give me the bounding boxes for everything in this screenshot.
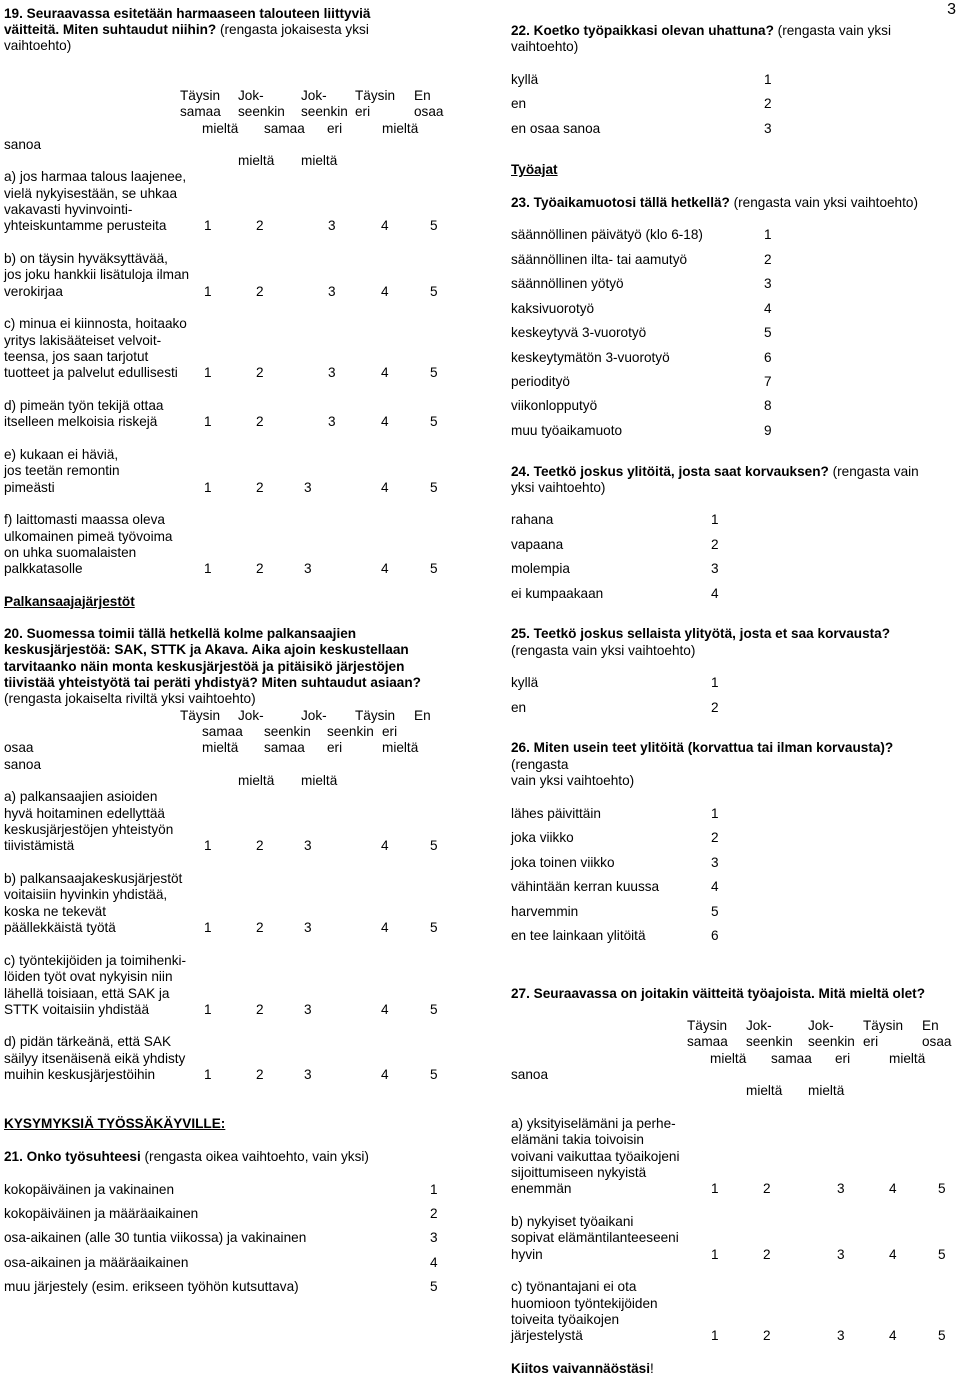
statement-text: b) palkansaajakeskusjärjestöt [4,871,183,886]
option-label: osa-aikainen ja määräaikainen [4,1255,189,1270]
q26-title: 26. Miten usein teet ylitöitä (korvattua tai ilman korvausta)? [511,740,894,755]
header-label: seenkin [746,1034,793,1049]
q25-instruction: (rengasta vain yksi vaihtoehto) [511,643,696,658]
statement-text: voivani vaikuttaa työaikojeni [511,1149,680,1164]
scale-option-3[interactable]: 3 [328,414,336,429]
option-code[interactable]: 2 [764,96,772,111]
option-label: viikonlopputyö [511,398,598,413]
scale-option-4[interactable]: 4 [381,218,389,233]
header-label: seenkin [264,724,311,739]
scale-option-5[interactable]: 5 [938,1328,946,1343]
statement-text: STTK voitaisiin yhdistää [4,1002,150,1017]
header-label: samaa [771,1051,812,1066]
q19-instruction-cont: vaihtoehto) [4,38,72,53]
option-label: säännöllinen päivätyö (klo 6-18) [511,227,703,242]
statement-text: sopivat elämäntilanteeseeni [511,1230,679,1245]
header-label: seenkin [808,1034,855,1049]
header-label: sanoa [4,757,42,772]
scale-option-2[interactable]: 2 [256,414,264,429]
q22-instruction: (rengasta vain yksi [773,23,891,38]
header-label: sanoa [4,137,42,152]
header-label: Jok- [238,88,264,103]
option-label: muu työaikamuoto [511,423,623,438]
header-label: samaa [264,740,305,755]
q22-title-bold: 22. Koetko työpaikkasi olevan uhattuna? [511,23,774,38]
option-label: en osaa sanoa [511,121,601,136]
header-label: Täysin [180,88,221,103]
header-label: Täysin [180,708,221,723]
q26-instruction: (rengasta [511,757,569,772]
header-label: seenkin [301,104,348,119]
q21-title-bold: 21. Onko työsuhteesi [4,1149,141,1164]
scale-option-2[interactable]: 2 [763,1328,771,1343]
option-code[interactable]: 1 [764,227,772,242]
statement-text: tiivistämistä [4,838,75,853]
scale-option-1[interactable]: 1 [711,1328,719,1343]
scale-option-5[interactable]: 5 [430,838,438,853]
option-label: lähes päivittäin [511,806,601,821]
scale-option-3[interactable]: 3 [328,218,336,233]
option-code[interactable]: 2 [711,537,719,552]
q19-title-bold: väitteitä. Miten suhtaudut niihin? [4,22,217,37]
scale-option-1[interactable]: 1 [204,218,212,233]
option-label: osa-aikainen (alle 30 tuntia viikossa) ja vakinainen [4,1230,307,1245]
option-label: muu järjestely (esim. erikseen työhön kutsuttava) [4,1279,299,1294]
option-code[interactable]: 2 [711,700,719,715]
statement-text: ulkomainen pimeä työvoima [4,529,173,544]
option-code[interactable]: 4 [711,879,719,894]
option-code[interactable]: 1 [711,512,719,527]
closing-text: Kiitos vaivannäöstäsi [511,1361,651,1376]
statement-text: enemmän [511,1181,572,1196]
option-label: keskeytymätön 3-vuorotyö [511,350,670,365]
q20-title-line: 20. Suomessa toimii tällä hetkellä kolme palkansaajien [4,626,357,641]
scale-option-5[interactable]: 5 [938,1181,946,1196]
scale-option-5[interactable]: 5 [430,920,438,935]
scale-option-5[interactable]: 5 [938,1247,946,1262]
option-label: kaksivuorotyö [511,301,595,316]
header-label: mieltä [382,740,419,755]
scale-option-4[interactable]: 4 [381,365,389,380]
header-label: Täysin [355,88,396,103]
option-label: molempia [511,561,570,576]
q23-title-bold: 23. Työaikamuotosi tällä hetkellä? [511,195,730,210]
option-code[interactable]: 6 [711,928,719,943]
option-label: joka toinen viikko [511,855,615,870]
scale-option-3[interactable]: 3 [304,480,312,495]
scale-option-5[interactable]: 5 [430,480,438,495]
statement-text: palkkatasolle [4,561,83,576]
statement-text: päällekkäistä työtä [4,920,116,935]
scale-option-4[interactable]: 4 [381,838,389,853]
scale-option-1[interactable]: 1 [204,920,212,935]
statement-text: löiden työt ovat nykyisin niin [4,969,173,984]
scale-option-3[interactable]: 3 [328,284,336,299]
scale-option-3[interactable]: 3 [837,1247,845,1262]
scale-option-3[interactable]: 3 [304,1002,312,1017]
option-label: kokopäiväinen ja määräaikainen [4,1206,199,1221]
header-label: mieltä [301,773,338,788]
scale-option-5[interactable]: 5 [430,1067,438,1082]
option-code[interactable]: 3 [711,561,719,576]
scale-option-3[interactable]: 3 [304,838,312,853]
option-label: harvemmin [511,904,579,919]
option-label: periodityö [511,374,570,389]
scale-option-4[interactable]: 4 [381,414,389,429]
option-code[interactable]: 3 [711,855,719,870]
header-label: seenkin [327,724,374,739]
statement-text: yritys lakisääteiset velvoit- [4,333,162,348]
scale-option-2[interactable]: 2 [256,1067,264,1082]
header-label: Jok- [238,708,264,723]
option-label: säännöllinen yötyö [511,276,624,291]
scale-option-1[interactable]: 1 [204,561,212,576]
statement-text: c) minua ei kiinnosta, hoitaako [4,316,187,331]
scale-option-5[interactable]: 5 [430,365,438,380]
statement-text: a) jos harmaa talous laajenee, [4,169,187,184]
scale-option-3[interactable]: 3 [837,1328,845,1343]
page-number: 3 [947,1,956,18]
option-label: en tee lainkaan ylitöitä [511,928,646,943]
section-heading-workers: KYSYMYKSIÄ TYÖSSÄKÄYVILLE: [4,1116,226,1131]
scale-option-1[interactable]: 1 [204,284,212,299]
scale-option-2[interactable]: 2 [256,218,264,233]
statement-text: f) laittomasti maassa oleva [4,512,165,527]
scale-option-1[interactable]: 1 [204,365,212,380]
statement-text: tuotteet ja palvelut edullisesti [4,365,178,380]
header-label: En [922,1018,939,1033]
header-label: En [414,708,431,723]
header-label: mieltä [238,773,275,788]
scale-option-3[interactable]: 3 [304,561,312,576]
q25-title: 25. Teetkö joskus sellaista ylityötä, josta et saa korvausta? [511,626,891,641]
closing-mark: ! [650,1361,654,1376]
statement-text: e) kukaan ei häviä, [4,447,119,462]
option-code[interactable]: 3 [430,1230,438,1245]
header-label: eri [835,1051,851,1066]
header-label: eri [327,740,343,755]
statement-text: teensa, jos saan tarjotut [4,349,149,364]
option-code[interactable]: 3 [764,121,772,136]
option-code[interactable]: 2 [430,1206,438,1221]
scale-option-3[interactable]: 3 [304,1067,312,1082]
statement-text: b) nykyiset työaikani [511,1214,634,1229]
option-code[interactable]: 1 [711,806,719,821]
scale-option-3[interactable]: 3 [304,920,312,935]
option-label: en [511,96,527,111]
header-label: eri [355,104,371,119]
header-label: mieltä [202,740,239,755]
scale-option-2[interactable]: 2 [256,365,264,380]
header-label: eri [382,724,398,739]
option-code[interactable]: 1 [764,72,772,87]
option-code[interactable]: 4 [764,301,772,316]
q19-instruction: (rengasta jokaisesta yksi [216,22,369,37]
scale-option-1[interactable]: 1 [204,838,212,853]
header-label: Täysin [355,708,396,723]
scale-option-2[interactable]: 2 [256,1002,264,1017]
section-heading-worktime: Työajat [511,162,558,177]
option-code[interactable]: 3 [764,276,772,291]
header-label: Jok- [746,1018,772,1033]
header-label: eri [863,1034,879,1049]
scale-option-4[interactable]: 4 [889,1328,897,1343]
header-label: En [414,88,431,103]
statement-text: toiveita työaikojen [511,1312,620,1327]
header-label: mieltä [746,1083,783,1098]
scale-option-4[interactable]: 4 [381,920,389,935]
header-label: mieltä [889,1051,926,1066]
statement-text: säilyy itsenäisenä eikä yhdisty [4,1051,186,1066]
scale-option-2[interactable]: 2 [256,920,264,935]
statement-text: a) palkansaajien asioiden [4,789,158,804]
option-label: rahana [511,512,554,527]
statement-text: on uhka suomalaisten [4,545,137,560]
scale-option-5[interactable]: 5 [430,561,438,576]
q24-instruction: (rengasta vain [828,464,919,479]
statement-text: a) yksityiselämäni ja perhe- [511,1116,676,1131]
statement-text: vielä nykyisestään, se uhkaa [4,186,178,201]
option-label: vapaana [511,537,564,552]
q24-title [511,464,919,480]
option-code[interactable]: 5 [764,325,772,340]
option-label: kokopäiväinen ja vakinainen [4,1182,175,1197]
statement-text: keskusjärjestöjen yhteistyön [4,822,174,837]
statement-text: d) pimeän työn tekijä ottaa [4,398,164,413]
header-label: osaa [922,1034,952,1049]
scale-option-5[interactable]: 5 [430,218,438,233]
scale-option-2[interactable]: 2 [256,561,264,576]
scale-option-3[interactable]: 3 [837,1181,845,1196]
header-label: mieltä [301,153,338,168]
header-label: samaa [180,104,221,119]
option-code[interactable]: 4 [430,1255,438,1270]
closing-thanks [511,1361,654,1377]
option-code[interactable]: 4 [711,586,719,601]
q26-instruction-cont: vain yksi vaihtoehto) [511,773,635,788]
header-label: Jok- [301,88,327,103]
statement-text: itselleen melkoisia riskejä [4,414,158,429]
statement-text: elämäni takia toivoisin [511,1132,644,1147]
scale-option-4[interactable]: 4 [381,1002,389,1017]
option-code[interactable]: 2 [764,252,772,267]
scale-option-1[interactable]: 1 [204,480,212,495]
statement-text: muihin keskusjärjestöihin [4,1067,156,1082]
option-label: ei kumpaakaan [511,586,604,601]
q20-instruction: (rengasta jokaiselta riviltä yksi vaihtoehto) [4,691,256,706]
statement-text: c) työnantajani ei ota [511,1279,637,1294]
header-label: samaa [202,724,243,739]
option-code[interactable]: 9 [764,423,772,438]
header-label: Jok- [808,1018,834,1033]
scale-option-4[interactable]: 4 [889,1181,897,1196]
q24-title-bold: 24. Teetkö joskus ylitöitä, josta saat korvauksen? [511,464,829,479]
option-code[interactable]: 5 [711,904,719,919]
q20-title-line: tarvitaanko näin monta keskusjärjestöä ja pitäisikö järjestöjen [4,659,405,674]
statement-text: sijoittumiseen nykyistä [511,1165,647,1180]
option-code[interactable]: 1 [711,675,719,690]
statement-text: c) työntekijöiden ja toimihenki- [4,953,187,968]
statement-text: järjestelystä [511,1328,583,1343]
header-label: mieltä [808,1083,845,1098]
option-code[interactable]: 7 [764,374,772,389]
header-label: eri [327,121,343,136]
scale-option-2[interactable]: 2 [256,480,264,495]
header-label: osaa [414,104,444,119]
statement-text: vakavasti hyvinvointi- [4,202,133,217]
header-label: sanoa [511,1067,549,1082]
scale-option-2[interactable]: 2 [763,1247,771,1262]
option-label: en [511,700,527,715]
q20-title-line: tiivistää yhteistyötä tai peräti yhdistyä? Miten suhtaudut asiaan? [4,675,421,690]
option-label: kyllä [511,72,539,87]
header-label: seenkin [238,104,285,119]
statement-text: jos joku hankkii lisätuloja ilman [4,267,190,282]
scale-option-3[interactable]: 3 [328,365,336,380]
option-label: säännöllinen ilta- tai aamutyö [511,252,688,267]
statement-text: huomioon työntekijöiden [511,1296,658,1311]
option-label: kyllä [511,675,539,690]
option-label: joka viikko [511,830,574,845]
q19-title-line-1: 19. Seuraavassa esitetään harmaaseen talouteen liittyviä [4,6,371,21]
header-label: mieltä [710,1051,747,1066]
statement-text: yhteiskuntamme perusteita [4,218,167,233]
scale-option-1[interactable]: 1 [204,1002,212,1017]
q21-instruction: (rengasta oikea vaihtoehto, vain yksi) [140,1149,369,1164]
header-label: mieltä [238,153,275,168]
statement-text: verokirjaa [4,284,63,299]
scale-option-4[interactable]: 4 [381,480,389,495]
option-code[interactable]: 6 [764,350,772,365]
scale-option-5[interactable]: 5 [430,1002,438,1017]
option-code[interactable]: 8 [764,398,772,413]
option-label: vähintään kerran kuussa [511,879,660,894]
header-label: samaa [264,121,305,136]
statement-text: koska ne tekevät [4,904,107,919]
option-code[interactable]: 1 [430,1182,438,1197]
scale-option-4[interactable]: 4 [381,1067,389,1082]
scale-option-2[interactable]: 2 [763,1181,771,1196]
header-label: Jok- [301,708,327,723]
header-label: osaa [4,740,34,755]
header-label: Täysin [863,1018,904,1033]
q24-instruction-cont: yksi vaihtoehto) [511,480,606,495]
q23-instruction: (rengasta vain yksi vaihtoehto) [729,195,918,210]
option-code[interactable]: 5 [430,1279,438,1294]
scale-option-5[interactable]: 5 [430,414,438,429]
statement-text: jos teetän remontin [4,463,120,478]
header-label: mieltä [202,121,239,136]
q22-instruction-cont: vaihtoehto) [511,39,579,54]
statement-text: voitaisiin hyvinkin yhdistää, [4,887,168,902]
scale-option-2[interactable]: 2 [256,838,264,853]
q21-title [4,1149,369,1165]
statement-text: pimeästi [4,480,55,495]
scale-option-1[interactable]: 1 [204,414,212,429]
option-label: keskeytyvä 3-vuorotyö [511,325,647,340]
q22-title [511,23,891,39]
statement-text: d) pidän tärkeänä, että SAK [4,1034,172,1049]
statement-text: b) on täysin hyväksyttävää, [4,251,168,266]
scale-option-4[interactable]: 4 [889,1247,897,1262]
q19-title-line-2 [4,22,369,38]
scale-option-1[interactable]: 1 [711,1247,719,1262]
scale-option-4[interactable]: 4 [381,561,389,576]
header-label: Täysin [687,1018,728,1033]
statement-text: hyvä hoitaminen edellyttää [4,806,165,821]
section-heading-unions: Palkansaajajärjestöt [4,594,135,609]
q23-title [511,195,918,211]
scale-option-4[interactable]: 4 [381,284,389,299]
option-code[interactable]: 2 [711,830,719,845]
q27-title: 27. Seuraavassa on joitakin väitteitä työajoista. Mitä mieltä olet? [511,986,925,1001]
scale-option-1[interactable]: 1 [204,1067,212,1082]
statement-text: hyvin [511,1247,543,1262]
header-label: mieltä [382,121,419,136]
scale-option-2[interactable]: 2 [256,284,264,299]
statement-text: lähellä toisiaan, että SAK ja [4,986,170,1001]
scale-option-1[interactable]: 1 [711,1181,719,1196]
q20-title-line: keskusjärjestöä: SAK, STTK ja Akava. Aika ajoin keskustellaan [4,642,409,657]
scale-option-5[interactable]: 5 [430,284,438,299]
header-label: samaa [687,1034,728,1049]
